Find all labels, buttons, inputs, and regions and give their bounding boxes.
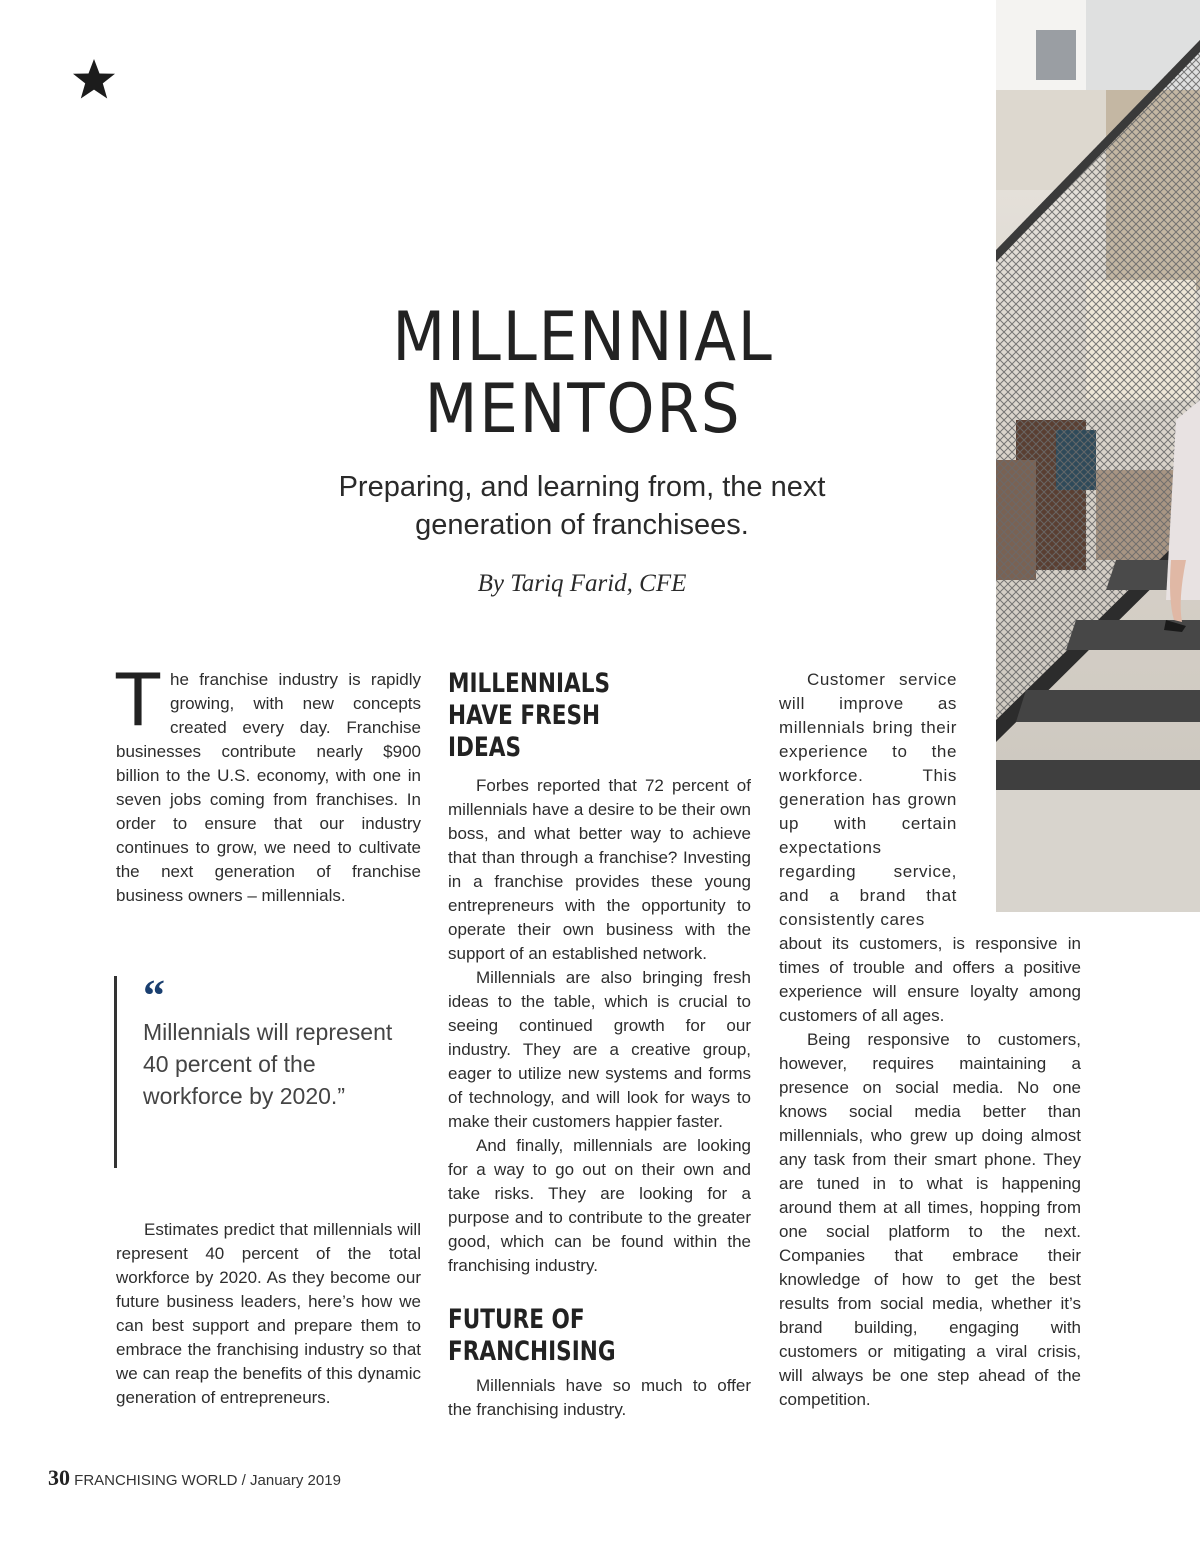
pull-quote-text: Millennials will represent 40 percent of the workforce by 2020.” [143,1019,393,1109]
title-line-2: MENTORS [424,370,742,449]
article-title [328,298,837,449]
byline: By Tariq Farid, CFE [477,570,687,597]
paragraph: Millennials have so much to offer the franchising industry. [448,1376,751,1419]
paragraph: Forbes reported that 72 percent of millennials have a desire to be their own boss, and what better way to achieve that than through a franchise? Investing in a franchise provides these young entrepreneurs with the opportunity to operate their own business with the support of an established network. [448,776,751,963]
title-line-1: MILLENNIAL [392,298,774,377]
pull-quote [114,971,404,1168]
paragraph: Being responsive to customers, however, requires maintaining a presence on social media. No one knows social media better than millennials, who grew up doing almost any task from their smart phone. They are tuned in to what is happening around them at all times, hopping from one social platform to the next. Companies that embrace their knowledge of how to get the best results from social media, whether it’s brand building, engaging with customers or mitigating a viral crisis, will always be one step ahead of the competition. [779,1030,1081,1409]
article-subtitle: Preparing, and learning from, the next generation of franchisees. [338,471,826,541]
paragraph-continued: about its customers, is responsive in times of trouble and offers a positive experience will ensure loyalty among customers of all ages. [779,934,1081,1025]
paragraph [779,668,957,932]
paragraph: And finally, millennials are looking for a way to go out on their own and take risks. They are looking for a purpose and to contribute to the greater good, which can be found within the franchising industry. [448,1136,751,1275]
page-footer [48,1465,341,1491]
star-icon [72,58,116,100]
drop-cap: T [116,658,160,742]
page-number: 30 [48,1465,70,1490]
section-heading-future: FUTURE OF FRANCHISING [448,1304,616,1367]
intro-paragraph [116,658,421,908]
intro-text: he franchise industry is rapidly growing, with new concepts created every day. Franchise businesses contribute nearly $900 billion to the U.S. economy, with one in seven jobs coming from franchises. In order to ensure that our industry continues to grow, we need to cultivate the next generation of franchise business owners – millennials. [116,670,421,905]
paragraph: Millennials are also bringing fresh ideas to the table, which is crucial to seeing continued growth for our industry. They are a creative group, eager to utilize new systems and forms of technology, and will look for ways to make their customers happier faster. [448,968,751,1131]
column-1-closing [116,1218,421,1410]
paragraph-text: Customer service will improve as millennials bring their experience to the workforce. This generation has grown up with certain expectations regarding service, and a brand that consistently cares [779,670,957,929]
publication-info: FRANCHISING WORLD / January 2019 [74,1472,341,1489]
column-3 [779,668,1081,1412]
column-1 [116,658,421,908]
column-2 [448,668,751,1422]
quote-mark-icon: “ [143,971,165,1020]
closing-paragraph: Estimates predict that millennials will represent 40 percent of the total workforce by 2020. As they become our future business leaders, here’s how we can best support and prepare them to embrace the franchising industry so that we can reap the benefits of this dynamic generation of entrepreneurs. [116,1220,421,1407]
section-heading-fresh-ideas: MILLENNIALS HAVE FRESH IDEAS [448,668,611,763]
